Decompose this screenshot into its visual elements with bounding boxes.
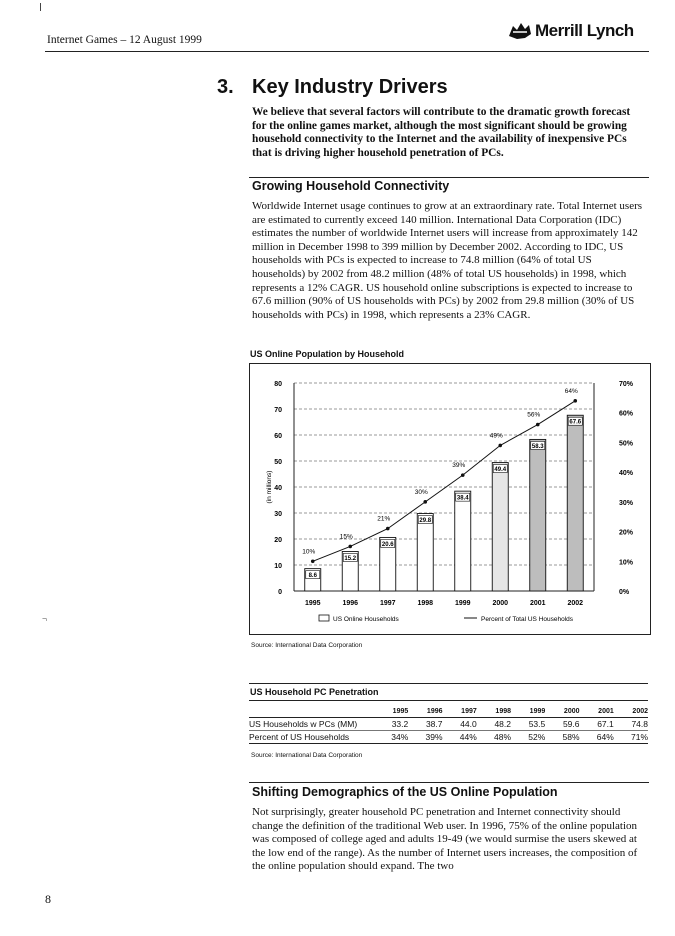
subsection-rule [249,177,649,178]
table-cell: 64% [596,732,614,742]
percent-point [348,545,352,549]
year-header: 2001 [598,707,614,715]
bar [492,463,508,591]
chart [249,363,651,635]
y-tick-label: 40 [274,485,282,492]
y2-tick-label: 10% [619,559,634,567]
y2-tick-label: 40% [619,470,634,478]
legend-label: Percent of Total US Households [481,616,574,623]
body-paragraph: Worldwide Internet usage continues to grow at an extraordinary rate. Total Internet users are estimated to currently exceed 140 million. International Data Corporation (IDC) estimates the number of worldwide Internet users will increase from approximately 142 million in December 1998 to 399 million by December 2002. According to IDC, US households with PCs is expected to increase to 74.8 million (64% of total US households) by 2002 from 48.2 million (48% of total US households) in 1998, which represents a 12% CAGR. US household online subscriptions is expected to increase to 67.6 million (90% of US households with PCs) by 2002 from 29.8 million (30% of US households with PCs) in 1998, which represents a 23% CAGR. [252,200,643,321]
percent-label: 64% [564,387,578,395]
bull-icon [507,20,533,42]
chart-svg [249,363,651,635]
bar-value-label: 8.6 [308,573,317,580]
year-header: 1997 [461,707,477,715]
legend-label: US Online Households [333,616,399,623]
table-cell: 59.6 [562,719,580,729]
row-label: Percent of US Households [249,732,350,742]
x-tick-label: 2000 [492,600,509,607]
table-cell: 74.8 [631,719,648,729]
percent-label: 30% [414,488,428,496]
bar-value-label: 29.8 [419,518,432,525]
y-tick-label: 20 [274,537,282,544]
year-header: 2002 [632,707,648,715]
bar-value-label: 20.6 [381,541,394,548]
table-title-rule [249,700,648,701]
x-tick-label: 1998 [417,600,434,607]
percent-label: 49% [489,432,503,440]
table-source: Source: International Data Corporation [251,752,363,759]
percent-point [498,444,502,448]
x-tick-label: 1995 [304,600,321,607]
table-cell: 38.7 [425,719,443,729]
chart-source: Source: International Data Corporation [251,642,363,649]
bar-value-label: 15.2 [344,555,357,562]
percent-point [311,559,315,563]
table-cell: 58% [562,732,580,742]
table-corner [249,705,374,718]
table-cell: 71% [630,732,648,742]
y-tick-label: 0 [278,589,282,596]
row-label: US Households w PCs (MM) [249,719,358,729]
bar-value-label: 49.4 [494,467,507,474]
subsection-title: Growing Household Connectivity [252,179,450,193]
table-cell: 44% [459,732,477,742]
y-tick-label: 60 [274,433,282,440]
year-header: 2000 [563,707,580,715]
table-cell: 44.0 [460,719,477,729]
page-number: 8 [45,892,51,906]
bar-value-label: 67.6 [569,419,582,426]
section-title [217,76,448,99]
percent-label: 39% [452,462,466,470]
percent-point [573,399,577,403]
table-cell: 52% [528,732,546,742]
section-title-text: Key Industry Drivers [252,76,448,98]
crop-mark [40,3,41,11]
table-row [249,731,648,744]
running-header: Internet Games – 12 August 1999 [47,34,202,46]
subsection-title: Shifting Demographics of the US Online Population [252,785,558,799]
y-tick-label: 50 [274,459,282,466]
table-title: US Household PC Penetration [250,687,379,697]
table-cell: 67.1 [597,719,614,729]
chart-title: US Online Population by Household [250,349,405,359]
x-tick-label: 1996 [342,600,359,607]
bar-value-label: 58.3 [531,443,544,450]
percent-point [386,527,390,531]
table-cell: 34% [391,732,409,742]
year-header: 1998 [495,707,511,715]
subsection-rule [249,782,649,783]
y2-tick-label: 50% [619,440,634,448]
table-cell: 48.2 [494,719,511,729]
year-header: 1995 [392,707,409,715]
lead-paragraph: We believe that several factors will contribute to the dramatic growth forecast for the online games market, although the most significant should be growing household connectivity to the Internet and the availability of inexpensive PCs that is driving higher household penetration of PCs. [252,106,631,159]
header-rule [45,51,649,52]
y-tick-label: 70 [274,407,282,414]
table-cell: 39% [425,732,443,742]
table-row [249,718,648,731]
table-cell: 53.5 [528,719,546,729]
bar [567,415,583,591]
margin-mark: ¬ [42,614,48,624]
percent-point [461,473,465,477]
logo-text: Merrill Lynch [535,21,634,40]
table-cell: 48% [493,732,511,742]
table-cell: 33.2 [391,719,409,729]
y-tick-label: 10 [274,563,282,570]
x-tick-label: 1999 [454,600,471,607]
bar [417,514,433,591]
y2-tick-label: 70% [619,381,634,388]
percent-label: 15% [339,533,353,541]
percent-label: 56% [527,411,541,419]
percent-point [536,423,540,427]
data-table [249,705,648,744]
year-header: 1996 [426,707,443,715]
bar-value-label: 38.4 [456,495,469,502]
y2-tick-label: 20% [619,529,634,537]
x-tick-label: 1997 [379,600,396,607]
bar [530,439,546,591]
y-tick-label: 80 [274,381,282,388]
year-header: 1999 [529,707,546,715]
percent-point [423,500,427,504]
y-axis-label: (in millions) [266,470,273,504]
table-header-row [249,705,648,718]
y-tick-label: 30 [274,511,282,518]
table-top-rule [249,683,648,684]
percent-label: 10% [302,548,316,556]
section-number: 3. [217,76,234,98]
x-tick-label: 2002 [567,600,584,607]
legend-swatch-bars [319,615,329,621]
y2-tick-label: 30% [619,499,634,507]
body-paragraph: Not surprisingly, greater household PC penetration and Internet connectivity should change the definition of the traditional Web user. In 1996, 75% of the online population was composed of college aged and adults 19-49 (we would surmise the users skewed at the low end of the range). As the number of Internet users increases, the composition of the online population should expand. The two [252,806,638,873]
percent-label: 21% [377,515,391,523]
x-tick-label: 2001 [529,600,546,607]
merrill-lynch-logo [507,20,634,42]
y2-tick-label: 0% [619,589,630,596]
bar [455,491,471,591]
y2-tick-label: 60% [619,410,634,418]
